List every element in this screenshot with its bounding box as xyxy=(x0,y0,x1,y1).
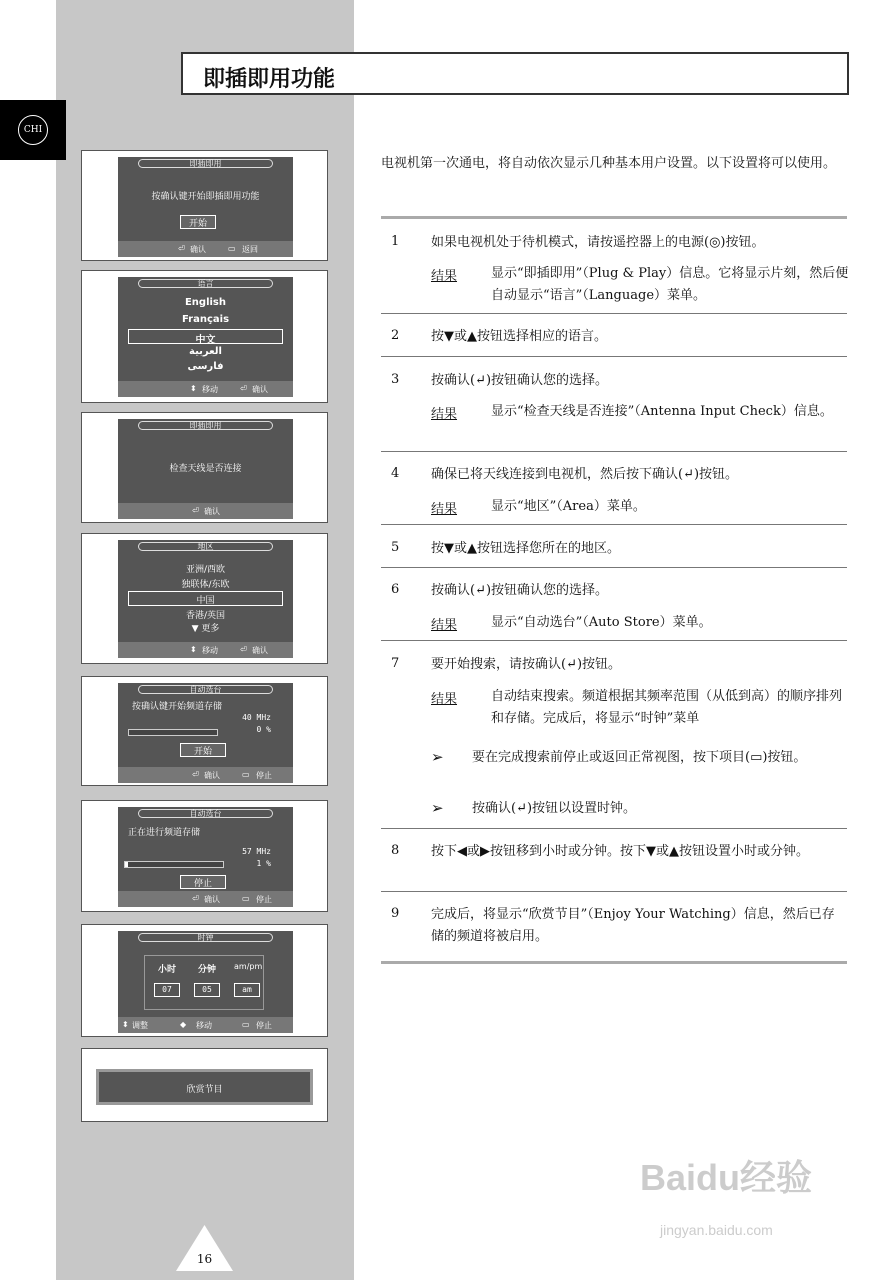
frequency-readout: 57 MHz xyxy=(242,847,271,856)
menu-icon: ▭ xyxy=(242,1020,250,1029)
screen-card-clock xyxy=(81,924,328,1037)
tv-screen xyxy=(118,683,293,783)
enter-icon: ⏎ xyxy=(192,506,199,515)
start-button[interactable]: 开始 xyxy=(180,743,226,757)
enjoy-message: 欣赏节目 xyxy=(186,1085,223,1095)
step-text: 要开始搜索，请按确认(↵)按钮。 xyxy=(431,657,622,672)
page-title: 即插即用功能 xyxy=(203,66,336,92)
screen-header: 自动选台 xyxy=(138,809,273,818)
step-text: 完成后，将显示“欣赏节目”（Enjoy Your Watching）信息，然后已存储的频道将被启用。 xyxy=(431,907,835,944)
step-number: 9 xyxy=(391,906,400,921)
screen-header: 时钟 xyxy=(138,933,273,942)
progress-percent: 0 % xyxy=(256,725,271,734)
screen-footer xyxy=(118,767,293,783)
area-option[interactable]: 香港/英国 xyxy=(185,611,226,621)
area-option[interactable]: 中国 xyxy=(196,596,215,606)
divider xyxy=(381,451,847,452)
footer-return: 返回 xyxy=(242,245,258,254)
language-tab-label: CHI xyxy=(18,115,48,145)
footer-move: 移动 xyxy=(202,385,218,394)
enter-icon: ⏎ xyxy=(178,244,185,253)
screen-header: 即插即用 xyxy=(138,159,273,168)
up-down-icon: ⬍ xyxy=(122,1020,129,1029)
screen-header: 自动选台 xyxy=(138,685,273,694)
step-number: 7 xyxy=(391,656,400,671)
screen-footer xyxy=(118,1017,293,1033)
note-text: 要在完成搜索前停止或返回正常视图，按下项目(▭)按钮。 xyxy=(472,750,807,765)
more-option[interactable]: ▼ 更多 xyxy=(191,624,220,634)
footer-confirm: 确认 xyxy=(252,385,268,394)
screen-footer xyxy=(118,503,293,519)
tv-screen xyxy=(118,419,293,519)
progress-bar xyxy=(128,729,218,736)
result-label: 结果 xyxy=(431,407,458,422)
result-text: 显示“即插即用”（Plug & Play）信息。它将显示片刻，然后便自动显示“语言”（Language）菜单。 xyxy=(491,266,849,303)
screen-card-area xyxy=(81,533,328,664)
start-button[interactable]: 开始 xyxy=(180,215,216,229)
divider xyxy=(381,567,847,568)
step-text: 按▼或▲按钮选择相应的语言。 xyxy=(431,329,607,344)
screen-header: 语言 xyxy=(138,279,273,288)
result-text: 显示“地区”（Area）菜单。 xyxy=(491,499,646,514)
page-title-box xyxy=(181,52,849,95)
footer-confirm: 确认 xyxy=(204,771,220,780)
divider xyxy=(381,640,847,641)
screen-message: 检查天线是否连接 xyxy=(169,464,242,474)
watermark-logo: Baidu经验 xyxy=(640,1157,813,1198)
watermark-url: jingyan.baidu.com xyxy=(660,1222,773,1238)
screen-header: 地区 xyxy=(138,542,273,551)
footer-stop: 停止 xyxy=(256,895,272,904)
ampm-field[interactable]: am xyxy=(234,983,260,997)
screen-card-auto-store-start xyxy=(81,676,328,786)
frequency-readout: 40 MHz xyxy=(242,713,271,722)
footer-move: 移动 xyxy=(202,646,218,655)
step-text: 确保已将天线连接到电视机，然后按下确认(↵)按钮。 xyxy=(431,467,739,482)
result-text: 显示“自动选台”（Auto Store）菜单。 xyxy=(491,615,712,630)
screen-footer xyxy=(118,891,293,907)
screen-card-language xyxy=(81,270,328,403)
enter-icon: ⏎ xyxy=(192,770,199,779)
screen-card-enjoy xyxy=(81,1048,328,1122)
enjoy-banner xyxy=(96,1069,313,1105)
step-number: 3 xyxy=(391,372,400,387)
hour-label: 小时 xyxy=(158,965,177,975)
minute-field[interactable]: 05 xyxy=(194,983,220,997)
step-number: 5 xyxy=(391,540,400,555)
screen-message: 正在进行频道存储 xyxy=(128,828,201,838)
divider xyxy=(381,961,847,964)
area-option[interactable]: 亚洲/西欧 xyxy=(185,565,226,575)
language-option[interactable]: English xyxy=(184,297,227,308)
step-number: 4 xyxy=(391,466,400,481)
progress-percent: 1 % xyxy=(256,859,271,868)
step-text: 按下◀或▶按钮移到小时或分钟。按下▼或▲按钮设置小时或分钟。 xyxy=(431,844,809,859)
divider xyxy=(381,891,847,892)
up-down-icon: ⬍ xyxy=(190,645,197,654)
footer-confirm: 确认 xyxy=(204,507,220,516)
result-text: 显示“检查天线是否连接”（Antenna Input Check）信息。 xyxy=(491,404,833,419)
divider xyxy=(381,216,847,219)
footer-adjust: 调整 xyxy=(132,1021,148,1030)
result-text: 自动结束搜索。频道根据其频率范围（从低到高）的顺序排列和存储。完成后，将显示“时钟”菜单 xyxy=(491,689,843,726)
step-text: 如果电视机处于待机模式，请按遥控器上的电源(◎)按钮。 xyxy=(431,235,765,250)
screen-message: 按确认键开始频道存储 xyxy=(132,702,223,712)
result-label: 结果 xyxy=(431,618,458,633)
footer-confirm: 确认 xyxy=(190,245,206,254)
step-text: 按确认(↵)按钮确认您的选择。 xyxy=(431,583,609,598)
ampm-label: am/pm xyxy=(234,962,263,971)
note-text: 按确认(↵)按钮以设置时钟。 xyxy=(472,801,637,816)
screen-header: 即插即用 xyxy=(138,421,273,430)
screen-footer xyxy=(118,381,293,397)
language-option[interactable]: Français xyxy=(181,314,230,325)
language-option[interactable]: العربية xyxy=(189,346,222,357)
footer-stop: 停止 xyxy=(256,771,272,780)
menu-icon: ▭ xyxy=(228,244,236,253)
tv-screen xyxy=(118,540,293,658)
tv-screen xyxy=(118,157,293,257)
enter-icon: ⏎ xyxy=(192,894,199,903)
tv-screen xyxy=(118,277,293,397)
step-number: 2 xyxy=(391,328,400,343)
screen-card-auto-store-progress xyxy=(81,800,328,912)
up-down-icon: ⬍ xyxy=(190,384,197,393)
page-number: 16 xyxy=(196,1252,213,1266)
note-arrow-icon: ➢ xyxy=(431,748,444,766)
tv-screen xyxy=(118,931,293,1033)
enter-icon: ⏎ xyxy=(240,384,247,393)
menu-icon: ▭ xyxy=(242,770,250,779)
screen-card-antenna-check xyxy=(81,412,328,523)
language-option[interactable]: فارسی xyxy=(187,361,224,372)
step-text: 按确认(↵)按钮确认您的选择。 xyxy=(431,373,609,388)
screen-card-plug-and-play xyxy=(81,150,328,261)
footer-move: 移动 xyxy=(196,1021,212,1030)
minute-label: 分钟 xyxy=(198,965,217,975)
divider xyxy=(381,828,847,829)
left-right-icon: ◆ xyxy=(180,1020,187,1029)
enter-icon: ⏎ xyxy=(240,645,247,654)
language-option[interactable]: 中文 xyxy=(195,335,216,346)
tv-screen xyxy=(118,807,293,907)
result-label: 结果 xyxy=(431,269,458,284)
step-number: 6 xyxy=(391,582,400,597)
divider xyxy=(381,524,847,525)
screen-footer xyxy=(118,642,293,658)
progress-fill xyxy=(125,862,128,867)
hour-field[interactable]: 07 xyxy=(154,983,180,997)
footer-stop: 停止 xyxy=(256,1021,272,1030)
area-option[interactable]: 独联体/东欧 xyxy=(181,580,230,590)
note-arrow-icon: ➢ xyxy=(431,799,444,817)
menu-icon: ▭ xyxy=(242,894,250,903)
footer-confirm: 确认 xyxy=(252,646,268,655)
result-label: 结果 xyxy=(431,502,458,517)
footer-confirm: 确认 xyxy=(204,895,220,904)
divider xyxy=(381,313,847,314)
screen-footer xyxy=(118,241,293,257)
stop-button[interactable]: 停止 xyxy=(180,875,226,889)
step-number: 1 xyxy=(391,234,400,249)
divider xyxy=(381,356,847,357)
result-label: 结果 xyxy=(431,692,458,707)
language-tab xyxy=(0,100,66,160)
progress-bar xyxy=(124,861,224,868)
step-number: 8 xyxy=(391,843,400,858)
step-text: 按▼或▲按钮选择您所在的地区。 xyxy=(431,541,620,556)
intro-paragraph: 电视机第一次通电，将自动依次显示几种基本用户设置。以下设置将可以使用。 xyxy=(381,156,837,171)
screen-message: 按确认键开始即插即用功能 xyxy=(151,192,260,202)
